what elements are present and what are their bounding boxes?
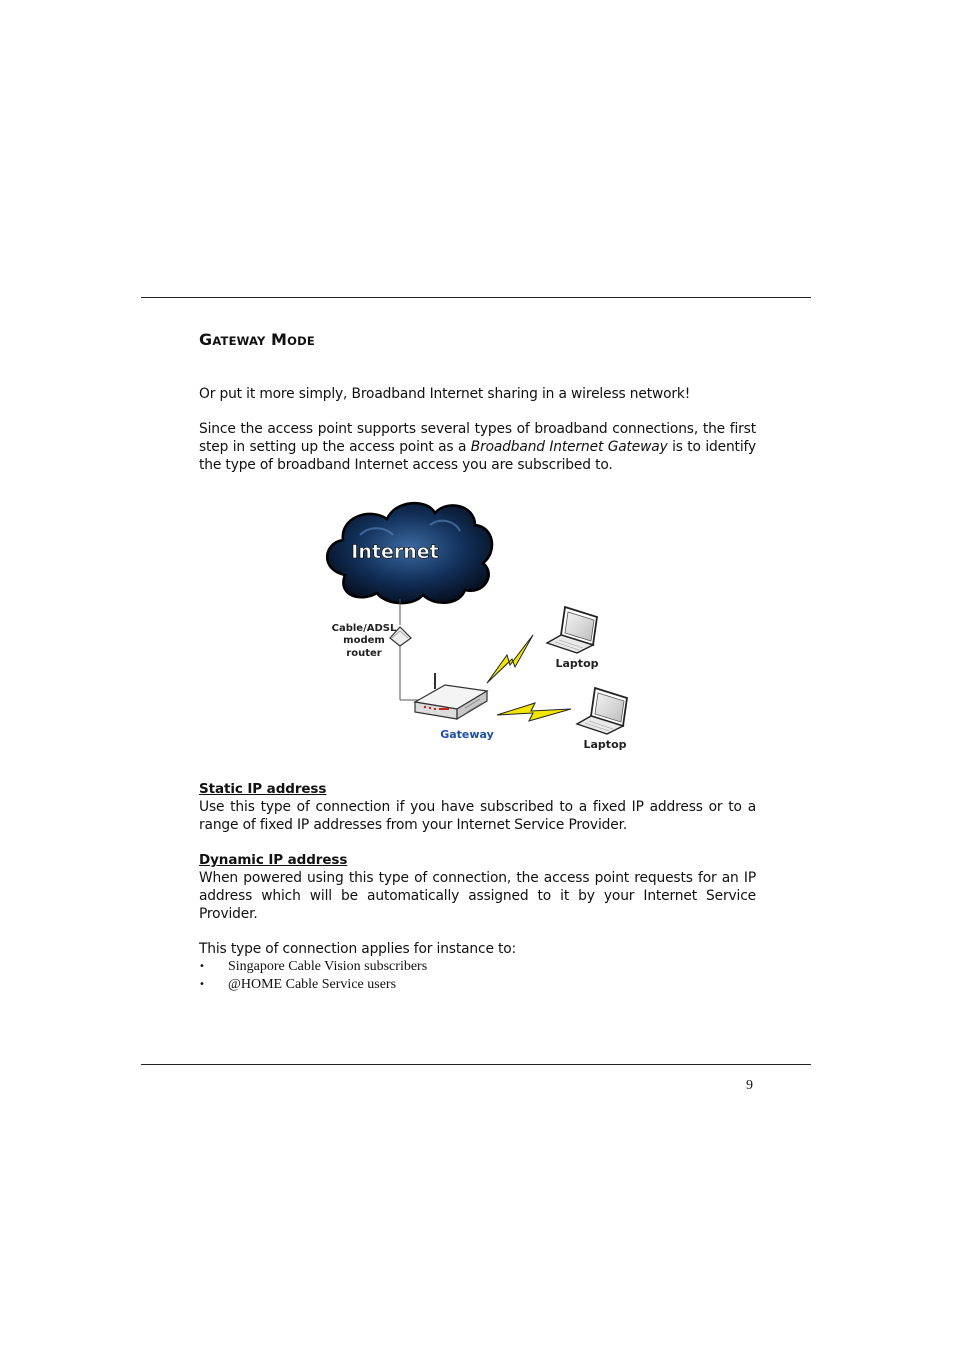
dynamic-ip-paragraph: When powered using this type of connection, the access point requests for an IP address which will be automatically assigned to it by your Internet Service Provider.: [199, 870, 756, 923]
gateway-intro-paragraph: Since the access point supports several types of broadband connections, the first step in setting up the access point as a Broadband Internet Gateway is to identify the type of broadband Internet access you are subscribed to.: [199, 421, 756, 474]
wireless-bolt-icon: [497, 703, 571, 721]
wireless-bolt-icon: [487, 635, 533, 683]
laptop1-label: Laptop: [555, 657, 599, 670]
intro-paragraph: Or put it more simply, Broadband Internet sharing in a wireless network!: [199, 386, 691, 402]
provider-list: [199, 958, 427, 994]
bullet-icon: •: [199, 979, 205, 990]
modem-label-line1: Cable/ADSL: [331, 623, 397, 634]
list-item: • @HOME Cable Service users: [199, 977, 397, 992]
section-heading: GATEWAY MODE: [199, 330, 315, 349]
modem-label-line3: router: [346, 648, 382, 659]
top-rule: [141, 297, 811, 298]
static-ip-paragraph: Use this type of connection if you have subscribed to a fixed IP address or to a range of fixed IP addresses from your Internet Service Provider.: [199, 799, 756, 834]
page-number: 9: [746, 1078, 753, 1093]
applies-paragraph: This type of connection applies for instance to:: [199, 941, 517, 957]
laptop-icon: [577, 688, 627, 734]
emphasis-broadband-gateway: Broadband Internet Gateway: [470, 439, 668, 456]
cloud-label: Internet: [351, 541, 439, 563]
dynamic-ip-heading: Dynamic IP address: [199, 852, 348, 868]
network-diagram: [315, 495, 645, 760]
static-ip-heading: Static IP address: [199, 781, 327, 797]
bullet-icon: •: [199, 961, 205, 972]
list-item: • Singapore Cable Vision subscribers: [199, 959, 428, 974]
laptop2-label: Laptop: [583, 738, 627, 751]
laptop-icon: [547, 607, 597, 653]
bottom-rule: [141, 1064, 811, 1065]
gateway-label: Gateway: [440, 728, 494, 741]
modem-label-line2: modem: [343, 635, 385, 646]
gateway-device-icon: [415, 673, 487, 719]
